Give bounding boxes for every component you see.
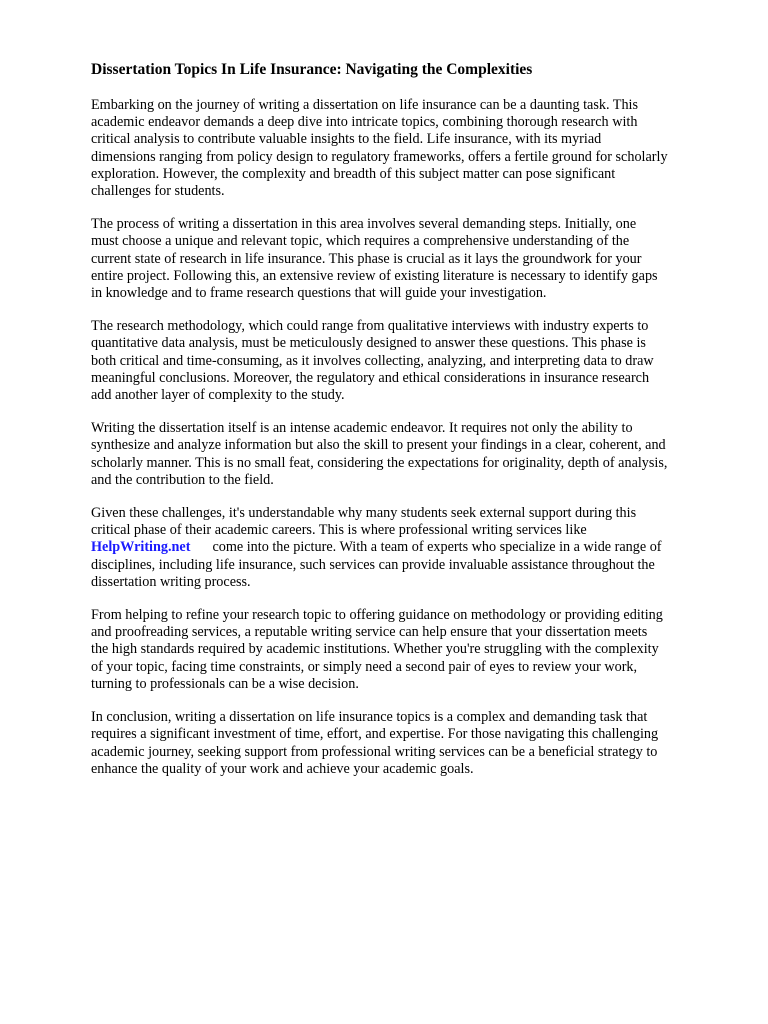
paragraph-line: Embarking on the journey of writing a dissertation on life insurance can be a daunting task. This <box>91 97 639 113</box>
paragraph-line: The research methodology, which could range from qualitative interviews with industry experts to <box>91 318 649 335</box>
paragraph-line: and proofreading services, a reputable writing service can help ensure that your dissertation meets <box>91 624 648 641</box>
paragraph-line: challenges for students. <box>91 183 225 200</box>
paragraph-line-with-link <box>91 539 728 556</box>
paragraph-line: turning to professionals can be a wise decision. <box>91 675 359 692</box>
paragraph-line: synthesize and analyze information but also the skill to present your findings in a clear, coherent, and <box>91 437 666 454</box>
paragraph-line: Writing the dissertation itself is an intense academic endeavor. It requires not only the ability to <box>91 420 633 437</box>
paragraph-line: critical phase of their academic careers. This is where professional writing services like <box>91 522 587 539</box>
paragraph-5 <box>91 505 728 591</box>
helpwriting-link[interactable]: HelpWriting.net <box>91 539 191 556</box>
paragraph-line: enhance the quality of your work and achieve your academic goals. <box>91 760 474 777</box>
paragraph-line: both critical and time-consuming, as it involves collecting, analyzing, and interpreting data to draw <box>91 352 654 369</box>
paragraph-6 <box>91 607 728 693</box>
paragraph-line: entire project. Following this, an extensive review of existing literature is necessary to identify gaps <box>91 267 658 284</box>
paragraph-3 <box>91 318 728 404</box>
paragraph-line: dimensions ranging from policy design to regulatory frameworks, offers a fertile ground for scholarly <box>91 148 668 165</box>
paragraph-4 <box>91 420 728 489</box>
paragraph-line: must choose a unique and relevant topic, which requires a comprehensive understanding of the <box>91 233 630 250</box>
document-title: Dissertation Topics In Life Insurance: Navigating the Complexities <box>91 61 533 78</box>
paragraph-line: quantitative data analysis, must be meticulously designed to answer these questions. This phase is <box>91 335 646 352</box>
paragraphs-after <box>91 607 728 778</box>
paragraph-line-text: come into the picture. With a team of experts who specialize in a wide range of <box>212 539 662 556</box>
paragraph-7 <box>91 709 728 778</box>
paragraph-line: the high standards required by academic institutions. Whether you're struggling with the complexity <box>91 641 659 658</box>
paragraph-line: Given these challenges, it's understandable why many students seek external support during this <box>91 505 637 522</box>
paragraph-line: add another layer of complexity to the study. <box>91 387 345 404</box>
paragraph-line: exploration. However, the complexity and breadth of this subject matter can pose significant <box>91 165 616 182</box>
paragraph-line: in knowledge and to frame research questions that will guide your investigation. <box>91 285 547 302</box>
paragraph-line: and the contribution to the field. <box>91 471 274 488</box>
paragraph-line: academic endeavor demands a deep dive into intricate topics, combining thorough research with <box>91 114 638 131</box>
paragraphs-before <box>91 97 728 489</box>
paragraph-line: scholarly manner. This is no small feat, considering the expectations for originality, depth of analysis, <box>91 454 668 471</box>
paragraph-line: critical analysis to contribute valuable insights to the field. Life insurance, with its myriad <box>91 131 602 148</box>
paragraph-1 <box>91 97 728 200</box>
paragraph-line: The process of writing a dissertation in this area involves several demanding steps. Initially, one <box>91 216 637 233</box>
paragraph-line: current state of research in life insurance. This phase is crucial as it lays the groundwork for your <box>91 250 642 267</box>
paragraph-line: In conclusion, writing a dissertation on life insurance topics is a complex and demanding task that <box>91 709 648 726</box>
paragraph-line: meaningful conclusions. Moreover, the regulatory and ethical considerations in insurance research <box>91 369 650 386</box>
paragraph-line: of your topic, facing time constraints, or simply need a second pair of eyes to review your work, <box>91 658 638 675</box>
paragraph-line: dissertation writing process. <box>91 573 251 590</box>
paragraph-2 <box>91 216 728 302</box>
paragraph-line: disciplines, including life insurance, such services can provide invaluable assistance throughout the <box>91 556 655 573</box>
paragraph-line: From helping to refine your research topic to offering guidance on methodology or providing editing <box>91 607 663 624</box>
paragraph-line: requires a significant investment of time, effort, and expertise. For those navigating this challenging <box>91 726 659 743</box>
paragraph-line: academic journey, seeking support from professional writing services can be a beneficial strategy to <box>91 743 658 760</box>
